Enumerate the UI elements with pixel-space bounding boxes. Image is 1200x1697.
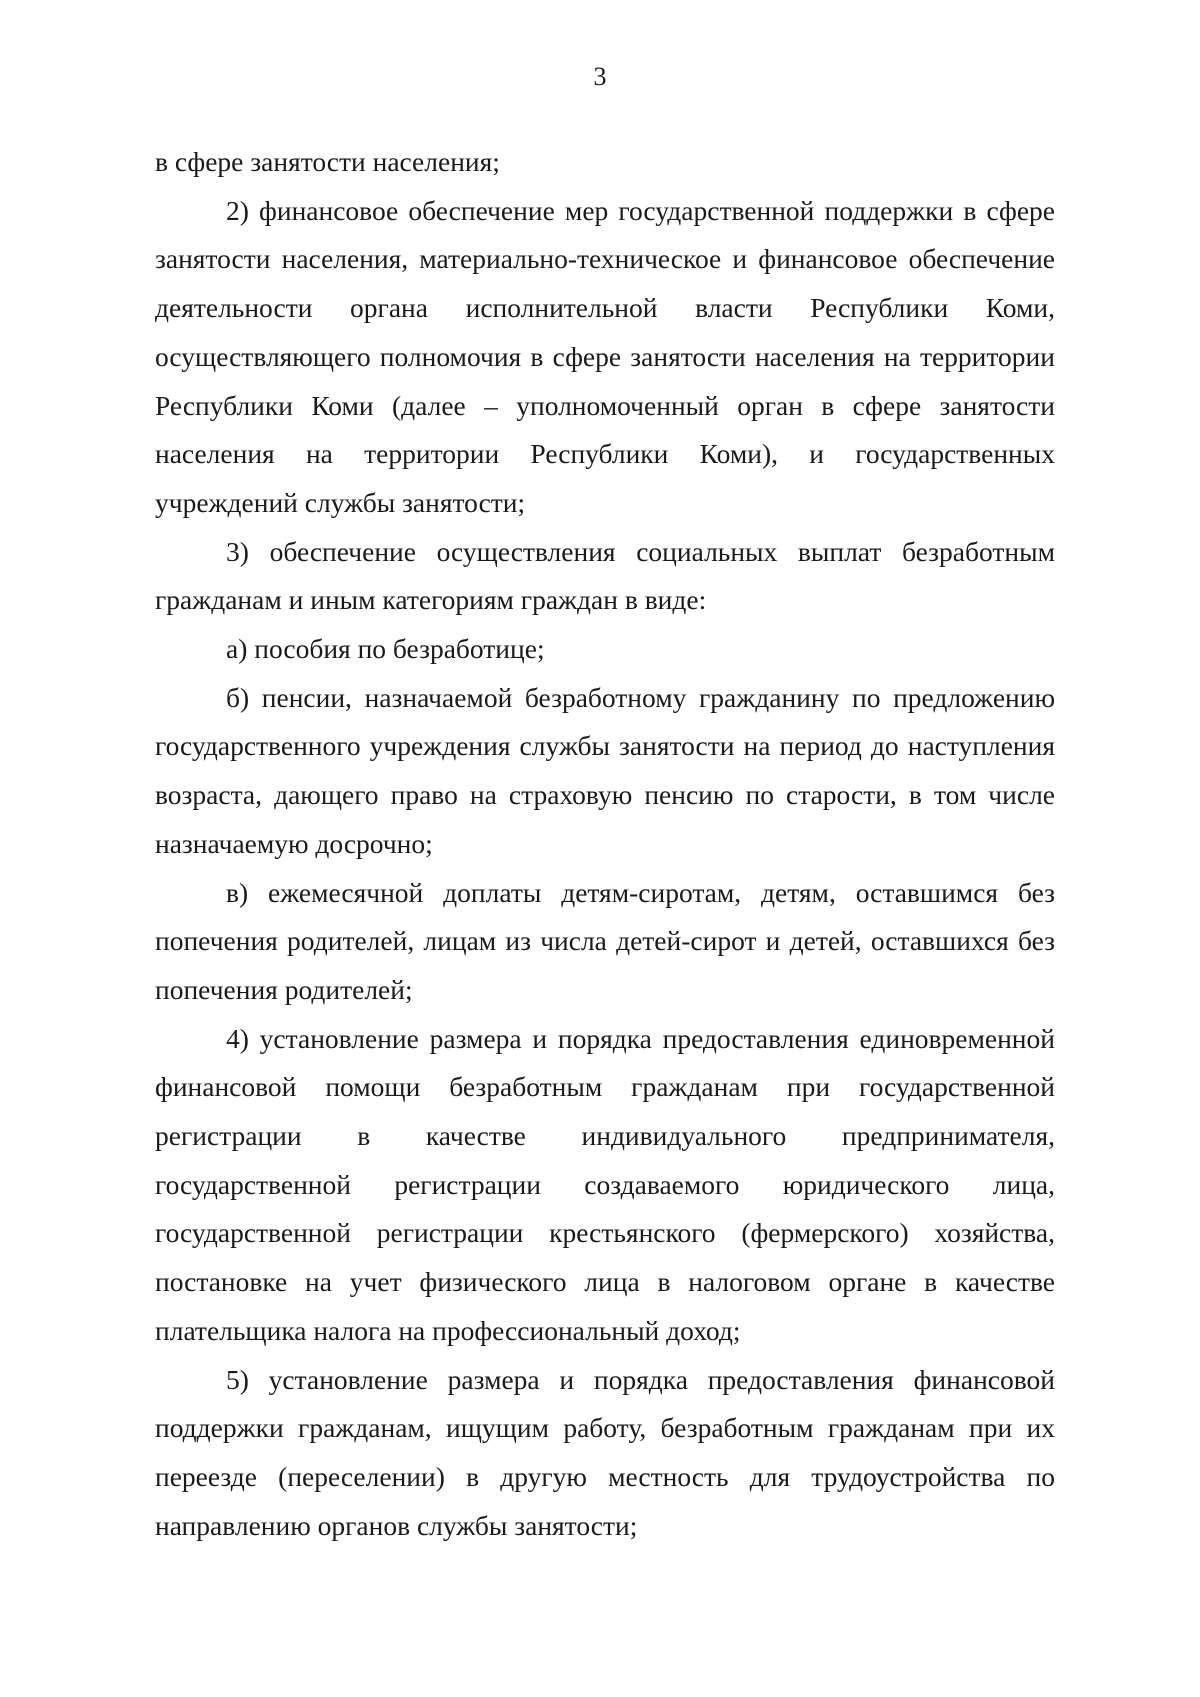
document-body — [155, 138, 1055, 1550]
paragraph-item-3: 3) обеспечение осуществления социальных выплат безработным гражданам и иным категориям граждан в виде: — [155, 535, 1055, 616]
paragraph-item-5: 5) установление размера и порядка предоставления финансовой поддержки гражданам, ищущим работу, безработным гражданам при их переезде (переселении) в другую местность для трудоустройства по направлению органов службы занятости; — [155, 1363, 1055, 1541]
paragraph-subitem-b: б) пенсии, назначаемой безработному гражданину по предложению государственного учреждения службы занятости на период до наступления возраста, дающего право на страховую пенсию по старости, в том числе назначаемую досрочно; — [155, 681, 1055, 859]
paragraph-subitem-a: а) пособия по безработице; — [226, 633, 545, 665]
paragraph-item-2: 2) финансовое обеспечение мер государственной поддержки в сфере занятости населения, материально-техническое и финансовое обеспечение деятельности органа исполнительной власти Республики Коми, осуществляющего полномочия в сфере занятости населения на территории Республики Коми (далее – уполномоченный орган в сфере занятости населения на территории Республики Коми), и государственных учреждений службы занятости; — [155, 194, 1055, 518]
paragraph-subitem-v: в) ежемесячной доплаты детям-сиротам, детям, оставшимся без попечения родителей, лицам из числа детей-сирот и детей, оставшихся без попечения родителей; — [155, 876, 1055, 1005]
paragraph-item-4: 4) установление размера и порядка предоставления единовременной финансовой помощи безработным гражданам при государственной регистрации в качестве индивидуального предпринимателя, государственной регистрации создаваемого юридического лица, государственной регистрации крестьянского (фермерского) хозяйства, постановке на учет физического лица в налоговом органе в качестве плательщика налога на профессиональный доход; — [155, 1022, 1055, 1346]
page-number: 3 — [593, 62, 607, 91]
paragraph-continuation: в сфере занятости населения; — [155, 146, 500, 177]
